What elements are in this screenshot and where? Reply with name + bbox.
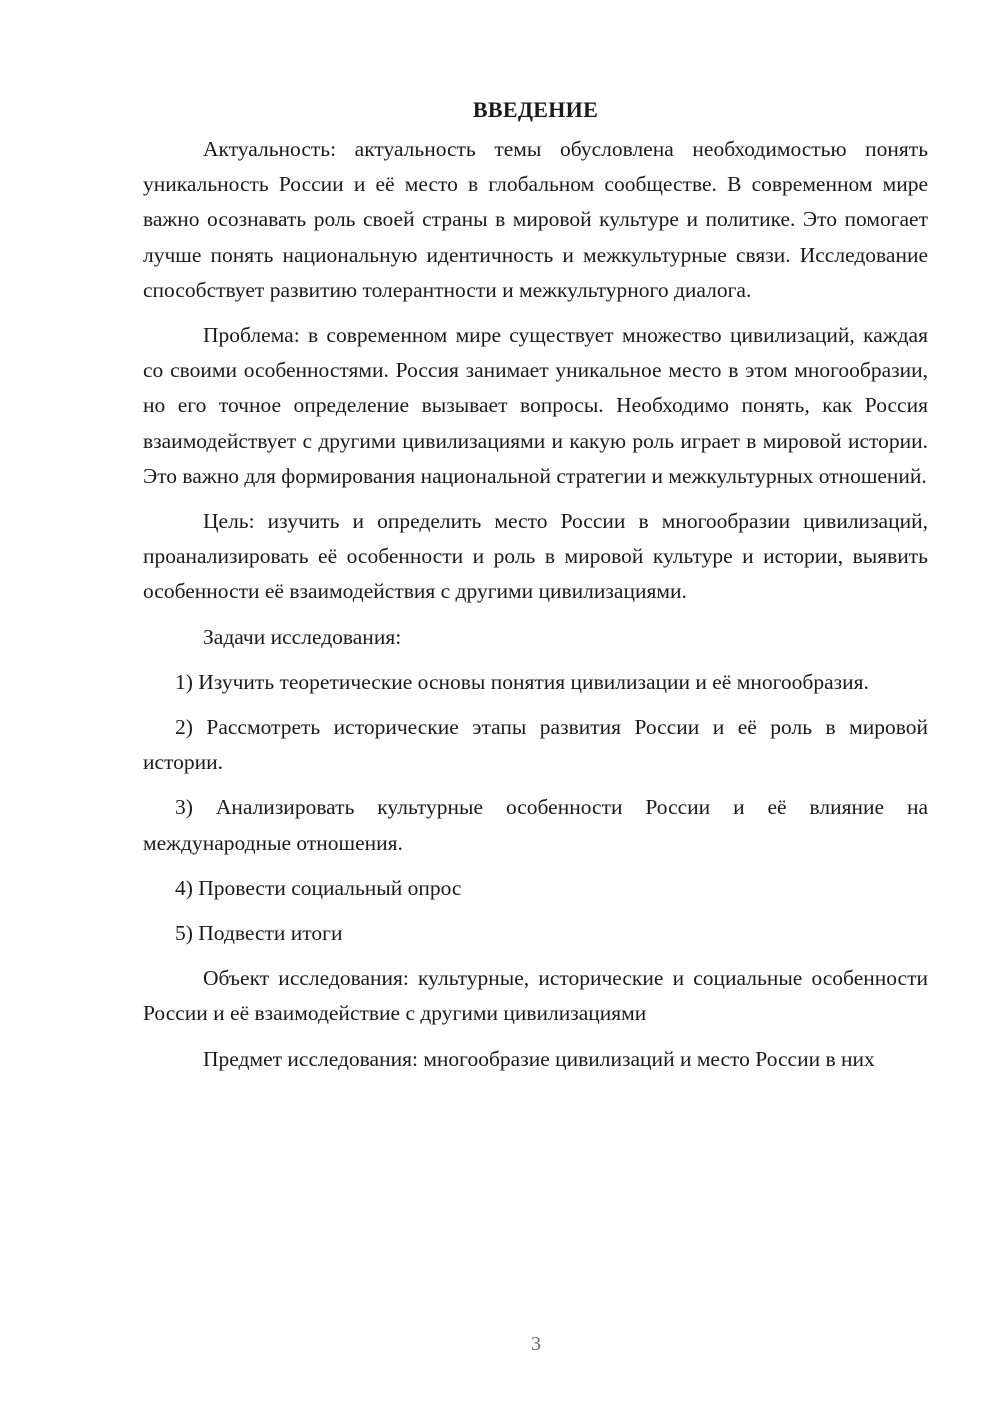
problem-paragraph: Проблема: в современном мире существует множество цивилизаций, каждая со своими особенностями. Россия занимает уникальное место в этом многообразии, но его точное определение вызывает вопросы. Необходимо понять, как Россия взаимодействует с другими цивилизациями и какую роль играет в мировой истории. Это важно для формирования национальной стратегии и межкультурных отношений. [143,323,928,488]
tasks-heading: Задачи исследования: [203,624,402,649]
page-number: 3 [531,1333,541,1355]
goal-paragraph: Цель: изучить и определить место России в многообразии цивилизаций, проанализировать её особенности и роль в мировой культуре и истории, выявить особенности её взаимодействия с другими цивилизациями. [143,509,928,604]
task-item: 5) Подвести итоги [175,921,343,946]
task-item: 3) Анализировать культурные особенности России и её влияние на международные отношения. [143,795,928,855]
object-paragraph: Объект исследования: культурные, исторические и социальные особенности России и её взаимодействие с другими цивилизациями [143,966,928,1026]
task-item: 1) Изучить теоретические основы понятия цивилизации и её многообразия. [175,669,869,694]
document-page [143,92,928,1077]
task-item: 4) Провести социальный опрос [175,875,462,900]
relevance-paragraph: Актуальность: актуальность темы обусловлена необходимостью понять уникальность России и её место в глобальном сообществе. В современном мире важно осознавать роль своей страны в мировой культуре и политике. Это помогает лучше понять национальную идентичность и межкультурные связи. Исследование способствует развитию толерантности и межкультурного диалога. [143,137,928,302]
task-item: 2) Рассмотреть исторические этапы развития России и её роль в мировой истории. [143,715,928,775]
subject-paragraph: Предмет исследования: многообразие цивилизаций и место России в них [203,1046,875,1071]
section-title: ВВЕДЕНИЕ [472,97,599,122]
